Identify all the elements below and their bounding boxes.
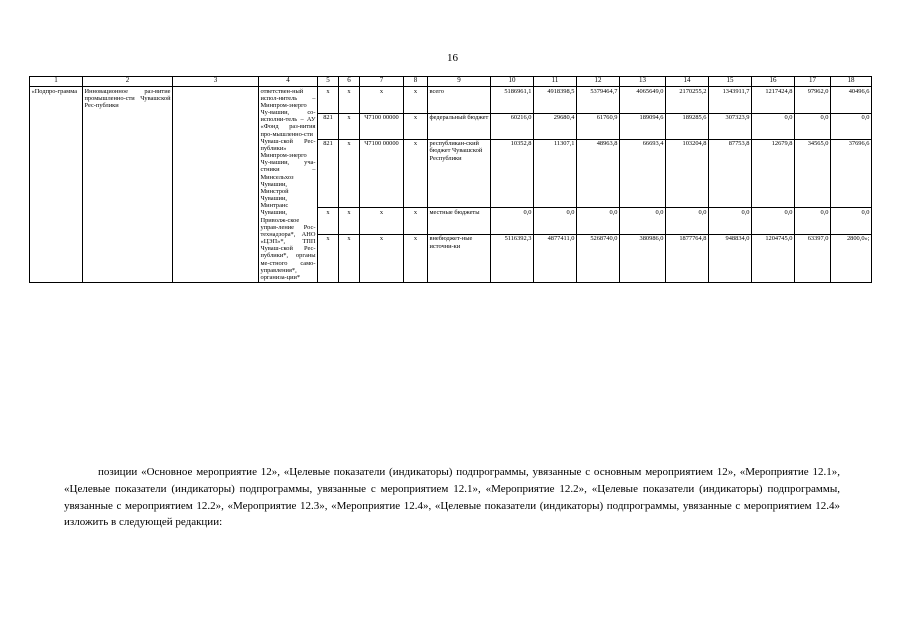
vr-cell: x — [404, 139, 428, 208]
rz-pr-cell: x — [339, 139, 360, 208]
col-header: 15 — [709, 77, 752, 87]
rz-pr-cell: x — [339, 208, 360, 235]
value-cell: 87753,8 — [709, 139, 752, 208]
csr-cell: Ч7100 00000 — [360, 139, 404, 208]
paragraph-text: позиции «Основное мероприятие 12», «Целевые показатели (индикаторы) подпрограммы, увязанные с основным мероприятием 12», «Мероприятие 12.1», «Целевые показатели (индикаторы) подпрограммы, увязанные с мероприятием 12.1», «Мероприятие 12.2», «Целевые показатели (индикаторы) подпрограммы, увязанные с мероприятием 12.2», «Мероприятие 12.3», «Мероприятие 12.4», «Целевые показатели (индикаторы) подпрограммы, увязанные с мероприятием 12.4» изложить в следующей редакции: — [64, 466, 840, 529]
value-cell: 0,0 — [795, 113, 831, 139]
value-cell: 103204,8 — [666, 139, 709, 208]
value-cell: 4918398,5 — [534, 87, 577, 114]
col-header: 6 — [339, 77, 360, 87]
value-cell: 5116392,3 — [491, 234, 534, 282]
header-row — [30, 77, 872, 87]
value-cell: 0,0 — [577, 208, 620, 235]
col-header: 18 — [831, 77, 872, 87]
col-header: 7 — [360, 77, 404, 87]
value-cell: 0,0 — [666, 208, 709, 235]
empty-cell — [173, 87, 259, 283]
value-cell: 2170255,2 — [666, 87, 709, 114]
value-cell: 29680,4 — [534, 113, 577, 139]
vr-cell: x — [404, 208, 428, 235]
value-cell: 0,0 — [491, 208, 534, 235]
vr-cell: x — [404, 87, 428, 114]
grbs-cell: x — [318, 234, 339, 282]
col-header: 1 — [30, 77, 83, 87]
source-cell: внебюджет-ные источни-ки — [428, 234, 491, 282]
csr-cell: x — [360, 208, 404, 235]
grbs-cell: x — [318, 87, 339, 114]
value-cell: 0,0 — [795, 208, 831, 235]
grbs-cell: x — [318, 208, 339, 235]
value-cell: 5379464,7 — [577, 87, 620, 114]
col-header: 5 — [318, 77, 339, 87]
page-number: 16 — [447, 52, 458, 64]
value-cell: 5268740,0 — [577, 234, 620, 282]
value-cell: 0,0 — [534, 208, 577, 235]
value-cell: 1877764,8 — [666, 234, 709, 282]
value-cell: 37696,6 — [831, 139, 872, 208]
col-header: 10 — [491, 77, 534, 87]
vr-cell: x — [404, 113, 428, 139]
value-cell: 2800,0»; — [831, 234, 872, 282]
value-cell: 1204745,0 — [752, 234, 795, 282]
col-header: 8 — [404, 77, 428, 87]
value-cell: 1343911,7 — [709, 87, 752, 114]
value-cell: 97962,0 — [795, 87, 831, 114]
rz-pr-cell: x — [339, 87, 360, 114]
rz-pr-cell: x — [339, 113, 360, 139]
rz-pr-cell: x — [339, 234, 360, 282]
value-cell: 5186961,1 — [491, 87, 534, 114]
value-cell: 0,0 — [831, 208, 872, 235]
source-cell: республикан-ский бюджет Чувашской Республики — [428, 139, 491, 208]
value-cell: 4065649,0 — [620, 87, 666, 114]
value-cell: 0,0 — [709, 208, 752, 235]
col-header: 13 — [620, 77, 666, 87]
source-cell: федеральный бюджет — [428, 113, 491, 139]
vr-cell: x — [404, 234, 428, 282]
col-header: 14 — [666, 77, 709, 87]
value-cell: 0,0 — [752, 208, 795, 235]
col-header: 11 — [534, 77, 577, 87]
col-header: 9 — [428, 77, 491, 87]
col-header: 4 — [259, 77, 318, 87]
value-cell: 10352,8 — [491, 139, 534, 208]
value-cell: 4877411,0 — [534, 234, 577, 282]
value-cell: 63397,0 — [795, 234, 831, 282]
value-cell: 11307,1 — [534, 139, 577, 208]
value-cell: 34565,0 — [795, 139, 831, 208]
value-cell: 189094,6 — [620, 113, 666, 139]
source-cell: местные бюджеты — [428, 208, 491, 235]
value-cell: 60216,0 — [491, 113, 534, 139]
amendment-paragraph — [64, 464, 840, 531]
value-cell: 189285,6 — [666, 113, 709, 139]
value-cell: 66693,4 — [620, 139, 666, 208]
col-header: 17 — [795, 77, 831, 87]
value-cell: 0,0 — [752, 113, 795, 139]
grbs-cell: 821 — [318, 113, 339, 139]
col-header: 16 — [752, 77, 795, 87]
value-cell: 12679,8 — [752, 139, 795, 208]
col-header: 12 — [577, 77, 620, 87]
csr-cell: x — [360, 234, 404, 282]
value-cell: 0,0 — [620, 208, 666, 235]
source-cell: всего — [428, 87, 491, 114]
table-row — [30, 87, 872, 114]
value-cell: 307323,9 — [709, 113, 752, 139]
value-cell: 0,0 — [831, 113, 872, 139]
csr-cell: Ч7100 00000 — [360, 113, 404, 139]
executors-cell: ответствен-ный испол-нитель – Минпром-энерго Чу-вашии, со-исполни-тель – АУ «Фонд раз-вития про-мышленно-сти Чуваш-ской Рес-публики» Минпром-энерго Чу-вашии, уча-стники – Минсельхоз Чувашии, Минстрой Чувашии, Минтранс Чувашии, Приволж-ское управ-ление Рос-технадзора*, АНО «ЦЭП»*, ТПП Чуваш-ской Рес-публики*, органы ме-стного само-управления*, организа-ции* — [260, 87, 316, 281]
value-cell: 1217424,8 — [752, 87, 795, 114]
value-cell: 40496,6 — [831, 87, 872, 114]
value-cell: 61760,9 — [577, 113, 620, 139]
csr-cell: x — [360, 87, 404, 114]
value-cell: 48963,8 — [577, 139, 620, 208]
status-cell: «Подпро-грамма — [30, 87, 83, 283]
col-header: 2 — [83, 77, 173, 87]
budget-table — [29, 76, 872, 283]
grbs-cell: 821 — [318, 139, 339, 208]
subprogram-name-cell: Инновационное раз-витие промышленно-сти Чувашской Рес-публики — [83, 87, 173, 283]
value-cell: 380986,0 — [620, 234, 666, 282]
col-header: 3 — [173, 77, 259, 87]
value-cell: 948834,0 — [709, 234, 752, 282]
